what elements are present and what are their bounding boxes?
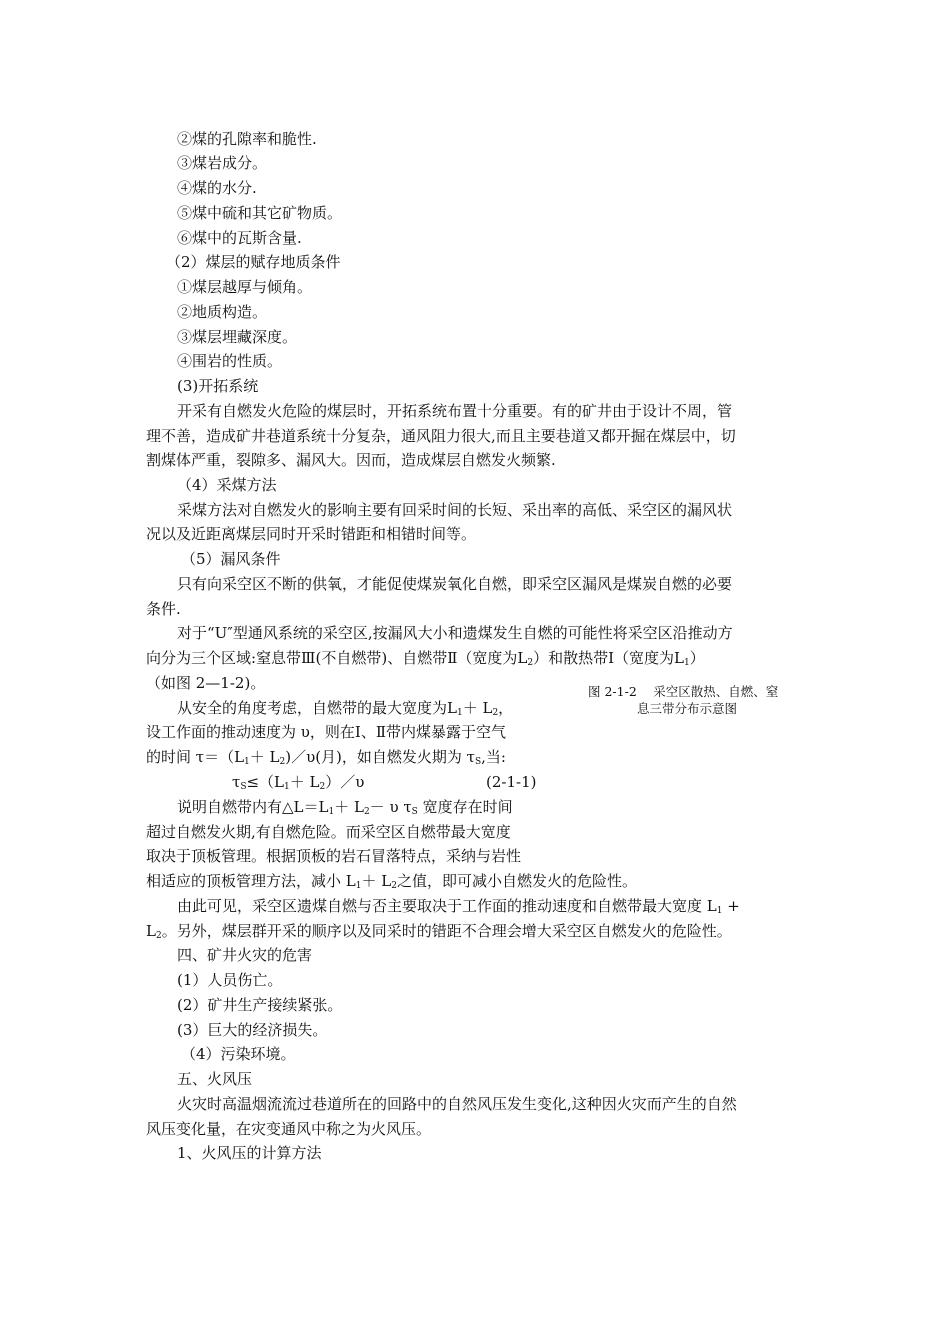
list-item: (1）人员伤亡。: [177, 971, 283, 989]
paragraph-line: 火灾时高温烟流流过巷道所在的回路中的自然风压发生变化,这种因火灾而产生的自然: [177, 1095, 737, 1113]
list-item: ④煤的水分.: [177, 179, 257, 197]
paragraph-line: 开采有自燃发火危险的煤层时，开拓系统布置十分重要。有的矿井由于设计不周，管: [177, 402, 733, 420]
paragraph-line: 由此可见，采空区遗煤自燃与否主要取决于工作面的推动速度和自燃带最大宽度 $L_1$ +: [177, 897, 740, 916]
list-item: (2）矿井生产接续紧张。: [177, 996, 343, 1014]
list-item: ⑤煤中硫和其它矿物质。: [177, 204, 343, 222]
formula: $\tau_S\le(L_1+$ $L_2)/\upsilon$: [232, 773, 365, 792]
paragraph-line: 条件.: [146, 600, 181, 618]
figure-caption: 息三带分布示意图: [637, 701, 738, 716]
list-item: ③煤层埋藏深度。: [177, 328, 298, 346]
figure-caption: 图 2-1-2 采空区散热、自燃、窒: [588, 684, 779, 699]
list-item: ②地质构造。: [177, 303, 268, 321]
equation-number: (2-1-1): [486, 773, 537, 791]
list-item: ②煤的孔隙率和脆性.: [177, 130, 317, 148]
section-heading: （5）漏风条件: [181, 550, 281, 568]
paragraph-line: 取决于顶板管理。根据顶板的岩石冒落特点，采纳与岩性: [146, 847, 522, 865]
paragraph-line: 相适应的顶板管理方法，减小 $L_1+ L_2$之值，即可减小自燃发火的危险性。: [146, 872, 637, 891]
section-heading: （4）采煤方法: [177, 476, 277, 494]
list-item: ③煤岩成分。: [177, 154, 268, 172]
list-item: ①煤层越厚与倾角。: [177, 278, 313, 296]
paragraph-line: 况以及近距离煤层同时开采时错距和相错时间等。: [146, 525, 477, 543]
paragraph-line: 说明自燃带内有$\triangle L=L_1+ L_2- \upsilon$ $\tau_S$ 宽度存在时间: [177, 798, 513, 817]
list-item: ⑥煤中的瓦斯含量.: [177, 229, 302, 247]
paragraph-line: 风压变化量，在灾变通风中称之为火风压。: [146, 1120, 432, 1138]
paragraph-line: 的时间 $\tau=(L_1+$ $L_2)/\upsilon$(月)，如自燃发火期为 $\tau_S$,当:: [146, 748, 506, 767]
list-item: (3）巨大的经济损失。: [177, 1021, 328, 1039]
list-item: ④围岩的性质。: [177, 352, 283, 370]
list-item: （4）污染环境。: [181, 1045, 296, 1063]
paragraph-line: $L_2$。另外，煤层群开采的顺序以及同采时的错距不合理会增大采空区自燃发火的危险性。: [146, 922, 732, 941]
paragraph-line: 割煤体严重，裂隙多、漏风大。因而，造成煤层自燃发火频繁.: [146, 451, 556, 469]
section-heading: 1、火风压的计算方法: [177, 1144, 322, 1162]
section-heading: 五、火风压: [177, 1070, 253, 1088]
paragraph-line: 只有向采空区不断的供氧，才能促使煤炭氧化自燃，即采空区漏风是煤炭自燃的必要: [177, 575, 733, 593]
section-heading: 四、矿井火灾的危害: [177, 946, 313, 964]
paragraph-line: （如图 2—1-2)。: [146, 674, 266, 692]
paragraph-line: 对于“U″型通风系统的采空区,按漏风大小和遗煤发生自燃的可能性将采空区沿推动方: [177, 624, 733, 642]
paragraph-line: 理不善，造成矿井巷道系统十分复杂，通风阻力很大,而且主要巷道又都开掘在煤层中，切: [146, 427, 736, 445]
section-heading: （2）煤层的赋存地质条件: [166, 253, 341, 271]
paragraph-line: 向分为三个区域:窒息带Ⅲ(不自燃带)、自燃带Ⅱ（宽度为$L_2$）和散热带Ⅰ（宽度为$L_1$）: [146, 649, 705, 668]
paragraph-line: 从安全的角度考虑，自燃带的最大宽度为$L_1+ L_2$，: [177, 699, 514, 718]
paragraph-line: 超过自燃发火期,有自燃危险。而采空区自燃带最大宽度: [146, 823, 511, 841]
section-heading: (3)开拓系统: [177, 377, 259, 395]
paragraph-line: 设工作面的推动速度为 υ，则在Ⅰ、Ⅱ带内煤暴露于空气: [146, 723, 507, 741]
paragraph-line: 采煤方法对自燃发火的影响主要有回采时间的长短、采出率的高低、采空区的漏风状: [177, 501, 733, 519]
